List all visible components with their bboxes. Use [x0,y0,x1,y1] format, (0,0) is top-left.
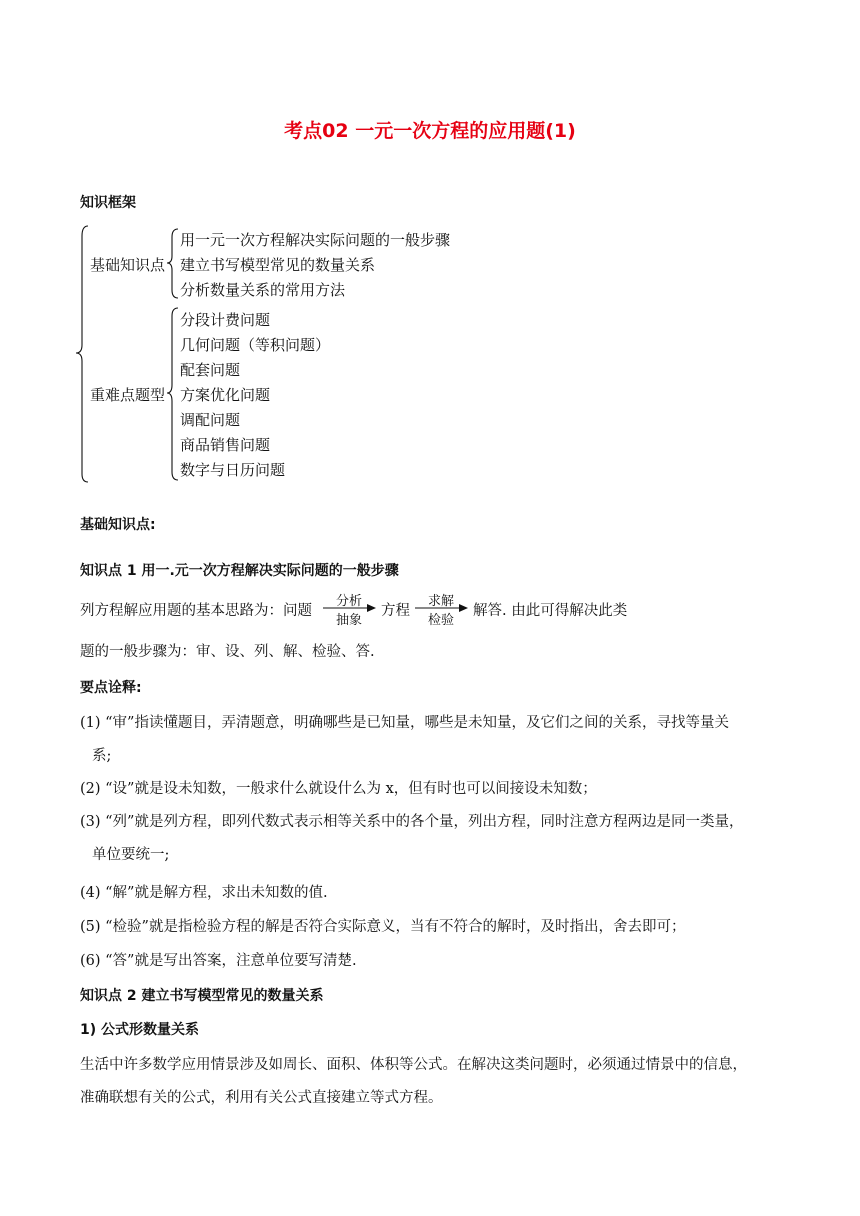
page-title: 考点02 一元一次方程的应用题(1) [284,120,576,142]
tree-hard-label: 重难点题型 [90,386,166,404]
basic-heading: 基础知识点: [80,517,156,533]
arrow-analyze-top: 分析 [335,594,362,609]
arrow-analyze-bottom: 抽象 [335,613,362,628]
kp2-paragraph-line: 生活中许多数学应用情景涉及如周长、面积、体积等公式。在解决这类问题时，必须通过情景中的信息， [80,1057,747,1073]
tree-braces [0,0,860,500]
tree-basic-item: 用一元一次方程解决实际问题的一般步骤 [180,231,451,249]
kp1-heading: 知识点 1 用一.元一次方程解决实际问题的一般步骤 [80,563,399,579]
tree-hard-item: 调配问题 [180,411,241,429]
point-item-continued: 系; [92,748,112,764]
point-item: (1) “审”指读懂题目，弄清题意，明确哪些是已知量，哪些是未知量，及它们之间的关系，寻找等量关 [80,715,729,731]
arrow-solve-top: 求解 [427,594,454,609]
point-item: (4) “解”就是解方程，求出未知数的值. [80,885,328,901]
kp1-line2: 题的一般步骤为：审、设、列、解、检验、答. [80,644,375,660]
tree-hard-item: 数字与日历问题 [180,461,286,479]
tree-hard-item: 配套问题 [180,361,241,379]
tree-hard-item: 方案优化问题 [180,386,271,404]
kp1-line-suffix: 解答. 由此可得解决此类 [473,603,628,619]
point-item-continued: 单位要统一; [92,847,170,863]
point-item: (6) “答”就是写出答案，注意单位要写清楚. [80,953,357,969]
arrow-analyze [322,590,378,626]
tree-basic-item: 建立书写模型常见的数量关系 [180,256,376,274]
tree-hard-item: 商品销售问题 [180,436,271,454]
arrow-solve [414,590,470,626]
tree-hard-item: 几何问题（等积问题） [180,336,331,354]
tree-hard-item: 分段计费问题 [180,311,271,329]
kp2-paragraph-line: 准确联想有关的公式，利用有关公式直接建立等式方程。 [80,1090,443,1106]
point-item: (3) “列”就是列方程，即列代数式表示相等关系中的各个量，列出方程，同时注意方程两边是同一类量， [80,814,744,830]
kp1-line-prefix: 列方程解应用题的基本思路为：问题 [80,603,312,619]
tree-basic-item: 分析数量关系的常用方法 [180,281,346,299]
framework-heading: 知识框架 [80,195,136,211]
point-item: (5) “检验”就是指检验方程的解是否符合实际意义，当有不符合的解时，及时指出，舍去即可； [80,919,686,935]
kp2-sub-heading: 1) 公式形数量关系 [80,1022,200,1038]
kp1-mid-word: 方程 [381,603,410,619]
arrow-solve-bottom: 检验 [427,613,454,628]
point-item: (2) “设”就是设未知数，一般求什么就设什么为 x，但有时也可以间接设未知数； [80,781,597,797]
points-heading: 要点诠释: [80,680,142,696]
kp2-heading: 知识点 2 建立书写模型常见的数量关系 [80,988,324,1004]
tree-basic-label: 基础知识点 [90,256,166,274]
